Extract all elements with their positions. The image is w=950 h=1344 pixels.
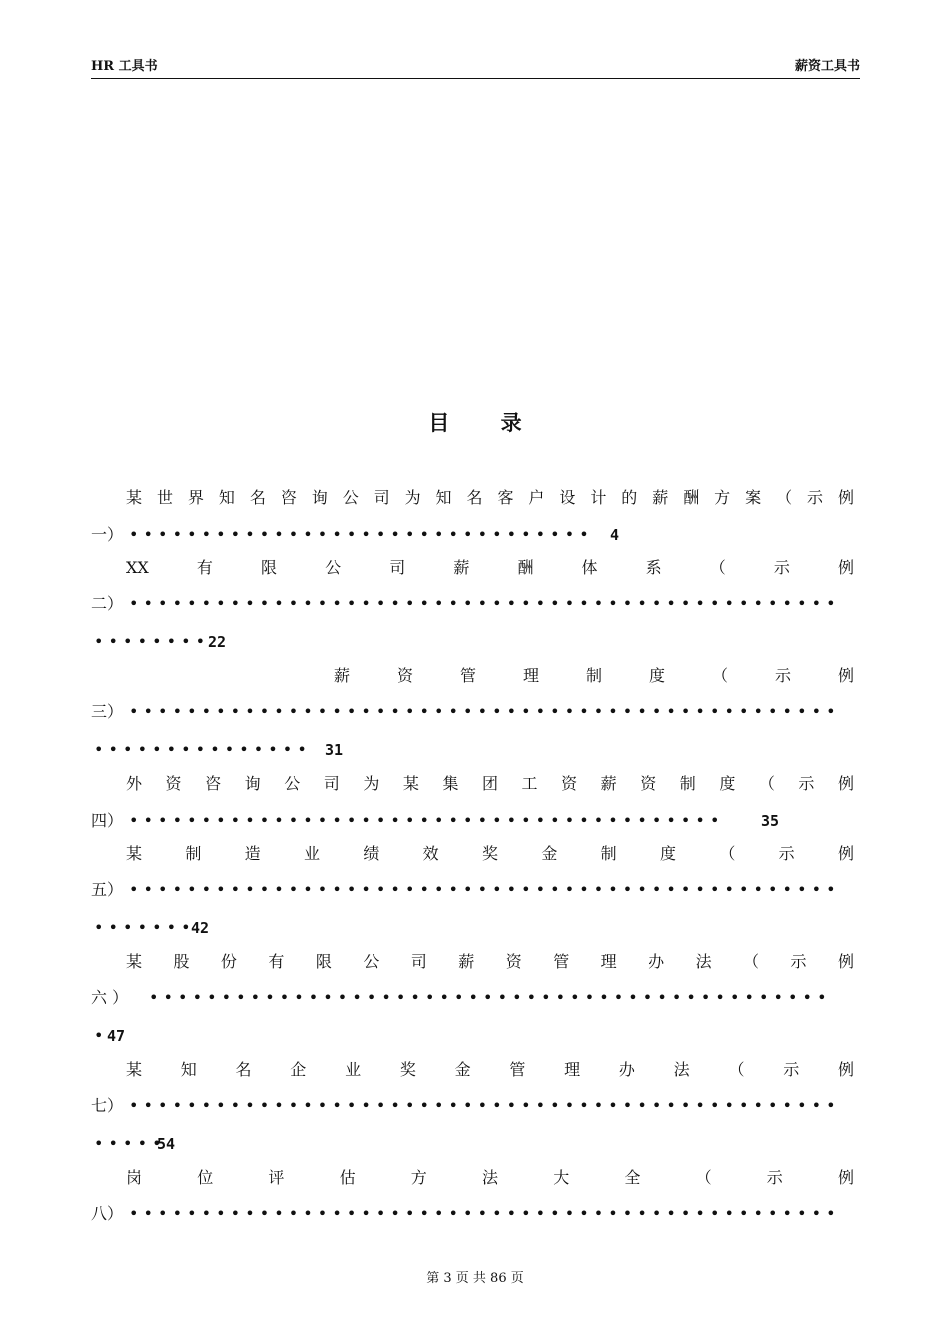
toc-entry-continuation: 六 ） [91,988,129,1007]
toc-title: 目 录 [428,410,544,435]
toc-page-number[interactable]: 54 [157,1135,176,1153]
header-right-text: 薪资工具书 [794,59,860,74]
toc-entry-3-leader-line[interactable] [91,694,854,730]
toc-leader-dots: • • • • • • • • • • • • • • • • • • • • • • • • • • • • • • • • • • • • • • • • • • • • • • • • • [129,1204,836,1223]
toc-leader-dots: • [94,1026,104,1045]
toc-entry-8-title-line[interactable] [91,1160,854,1196]
toc-leader-dots: • • • • • • • • • • • • • • • • • • • • • • • • • • • • • • • • [129,525,589,544]
toc-entry-2-title-line[interactable] [91,550,854,586]
toc-entry-continuation: 四） [91,811,124,830]
toc-entry-title[interactable]: 岗位评估方法大全（示例 [126,1168,854,1187]
toc-entry-5-page-line[interactable] [91,910,854,946]
toc-entry-6-page-line[interactable] [91,1018,854,1054]
toc-entry-continuation: 二） [91,594,124,613]
toc-page-number[interactable]: 31 [325,741,344,759]
toc-leader-dots: • • • • • • • • • • • • • • • • • • • • • • • • • • • • • • • • • • • • • • • • • • • • • • • • • [129,594,836,613]
toc-entry-2-leader-line[interactable] [91,586,854,622]
toc-leader-dots: • • • • • • • • • • • • • • • [94,740,307,759]
toc-entry-7-page-line[interactable] [91,1126,854,1162]
toc-entry-2-page-line[interactable] [91,624,854,660]
toc-entry-title[interactable]: 外资咨询公司为某集团工资薪资制度（示例 [126,774,854,793]
toc-leader-dots: • • • • • • • • • • • • • • • • • • • • • • • • • • • • • • • • • • • • • • • • • • • • • • • • • [129,880,836,899]
toc-entry-title[interactable]: XX有限公司薪酬体系（示例 [126,558,854,577]
toc-entry-title[interactable]: 某世界知名咨询公司为知名客户设计的薪酬方案（示例 [126,488,854,507]
toc-leader-dots: • • • • • • • • • • • • • • • • • • • • • • • • • • • • • • • • • • • • • • • • • • • • • • • [149,988,827,1007]
header-left-text: HR 工具书 [91,59,158,74]
toc-entry-3-title-line[interactable] [91,658,854,694]
toc-page-number[interactable]: 42 [191,919,210,937]
toc-entry-1-leader-line[interactable] [91,517,854,553]
toc-entry-title[interactable]: 某知名企业奖金管理办法（示例 [126,1060,854,1079]
toc-entry-7-leader-line[interactable] [91,1088,854,1124]
toc-entry-title[interactable]: 某股份有限公司薪资管理办法（示例 [126,952,854,971]
toc-entry-7-title-line[interactable] [91,1052,854,1088]
toc-entry-4-leader-line[interactable] [91,803,854,839]
toc-page-number[interactable]: 4 [610,526,620,544]
toc-entry-6-leader-line[interactable] [91,980,854,1016]
page-header [91,58,860,79]
toc-entry-6-title-line[interactable] [91,944,854,980]
toc-leader-dots: • • • • • • • • • • • • • • • • • • • • • • • • • • • • • • • • • • • • • • • • • • • • • • • • • [129,702,836,721]
toc-page-number[interactable]: 35 [761,812,780,830]
toc-entry-continuation: 八） [91,1204,124,1223]
toc-leader-dots: • • • • • • • • • • • • • • • • • • • • • • • • • • • • • • • • • • • • • • • • • • • • • • • • • [129,1096,836,1115]
toc-leader-dots: • • • • • • • • • • • • • • • • • • • • • • • • • • • • • • • • • • • • • • • • • [129,811,720,830]
toc-leader-dots: • • • • • [94,1134,162,1153]
toc-leader-dots: • • • • • • • [94,918,191,937]
toc-page-number[interactable]: 22 [208,633,227,651]
toc-entry-continuation: 七） [91,1096,124,1115]
page-footer: 第 3 页 共 86 页 [426,1271,524,1286]
toc-leader-dots: • • • • • • • • [94,632,206,651]
toc-entry-5-title-line[interactable] [91,836,854,872]
toc-entry-title[interactable]: 某制造业绩效奖金制度（示例 [126,844,854,863]
toc-page-number[interactable]: 47 [107,1027,126,1045]
toc-entry-8-leader-line[interactable] [91,1196,854,1232]
toc-entry-continuation: 一） [91,525,124,544]
toc-entry-continuation: 五） [91,880,124,899]
toc-entry-1-title-line[interactable] [91,480,854,516]
toc-entry-5-leader-line[interactable] [91,872,854,908]
toc-entry-continuation: 三） [91,702,124,721]
toc-entry-4-title-line[interactable] [91,766,854,802]
toc-entry-3-page-line[interactable] [91,732,854,768]
toc-entry-title[interactable]: 薪资管理制度（示例 [334,666,854,685]
